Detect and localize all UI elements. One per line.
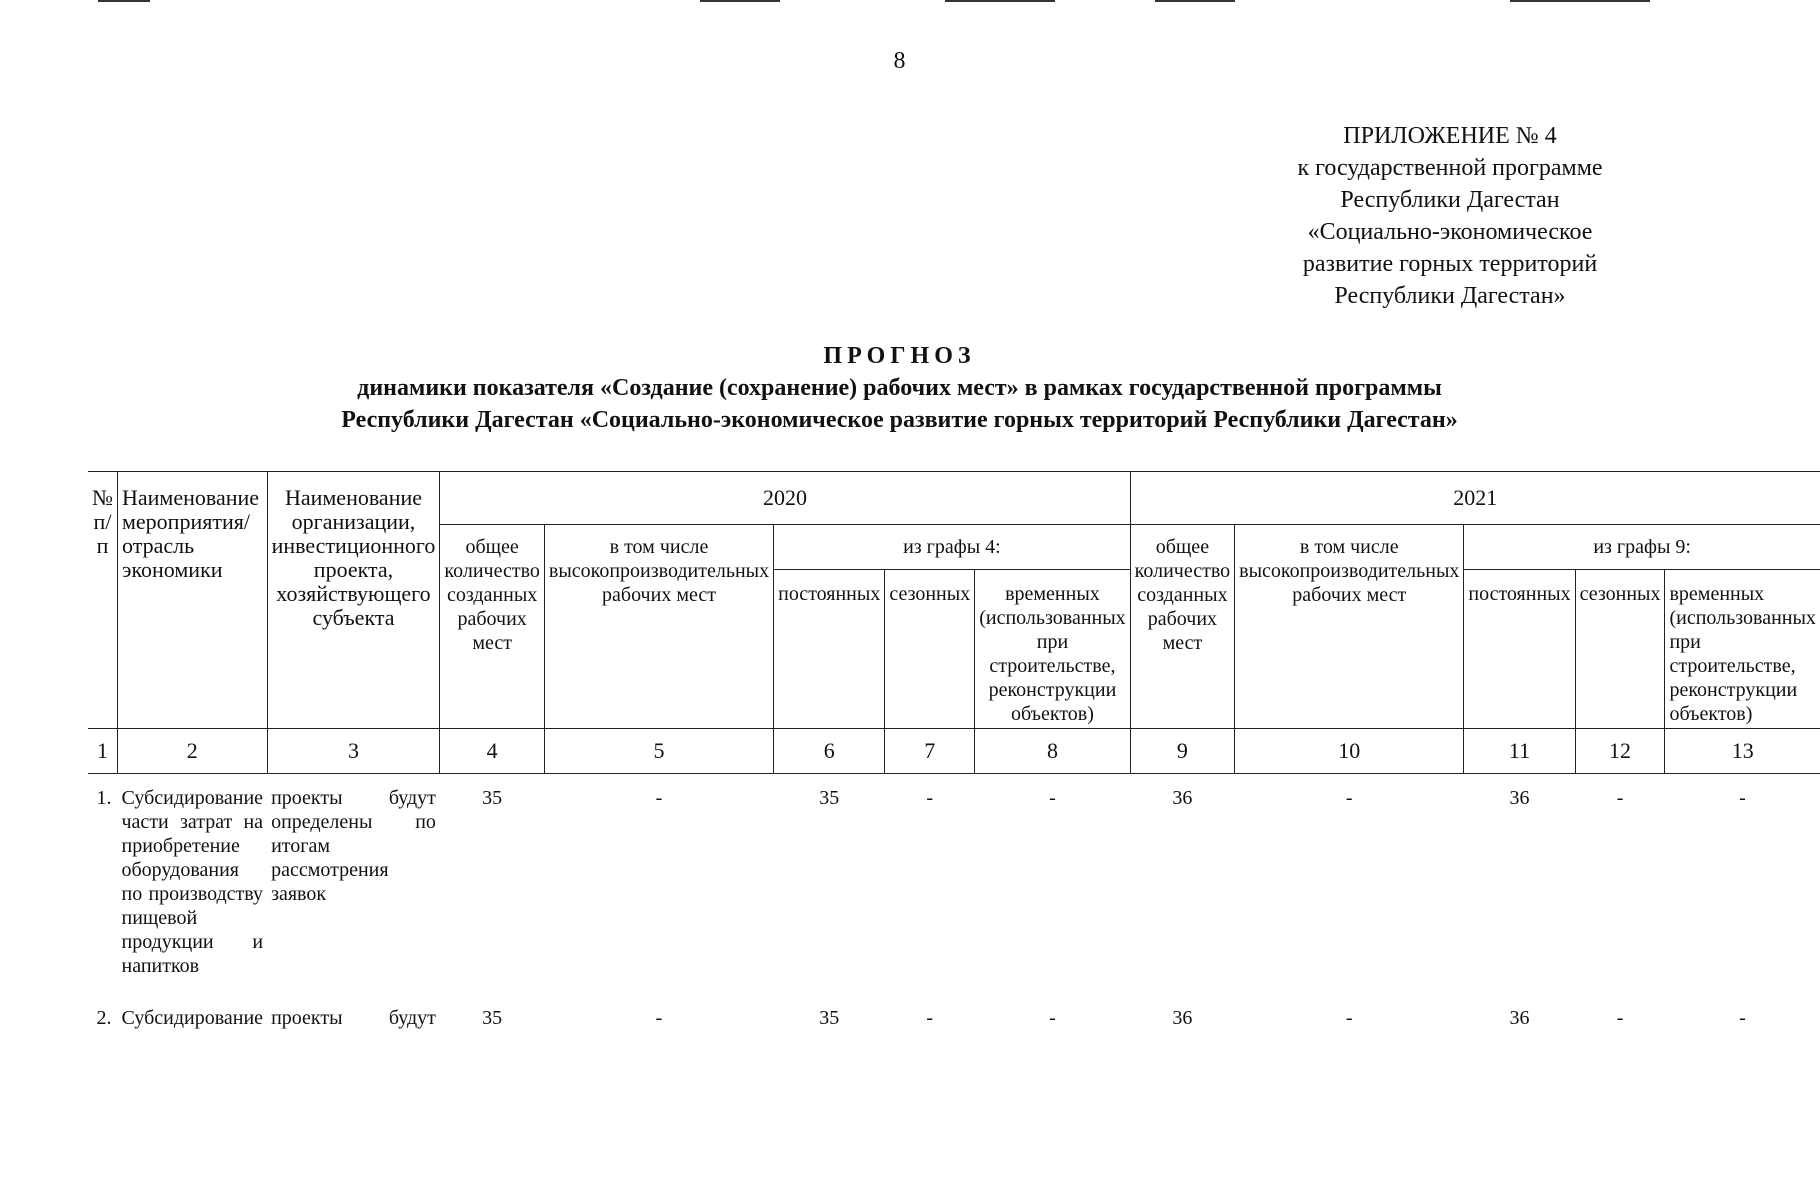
- appendix-line: развитие горных территорий: [1302, 251, 1598, 277]
- header-total-2020: общее количество созданных рабочих мест: [440, 525, 544, 729]
- scan-edge-line: [1155, 0, 1235, 2]
- column-number: 12: [1575, 729, 1665, 774]
- column-number: 13: [1665, 729, 1820, 774]
- appendix-block: [1200, 120, 1700, 312]
- header-high-prod-2020: в том числе высокопроизводительных рабочих мест: [544, 525, 773, 729]
- header-permanent-2020: постоянных: [774, 570, 885, 729]
- row-c9: 36: [1172, 787, 1193, 809]
- header-year-2021: 2021: [1130, 472, 1820, 525]
- appendix-line: «Социально-экономическое: [1307, 219, 1593, 245]
- header-temporary-2021: временных (использованных при строительстве, реконструкции объектов): [1665, 570, 1820, 729]
- row-c12: -: [1616, 787, 1624, 809]
- header-temporary-2020: временных (использованных при строительстве, реконструкции объектов): [975, 570, 1130, 729]
- row-c5: -: [655, 1007, 663, 1029]
- row-c8: -: [1049, 787, 1056, 809]
- row-c7: -: [926, 787, 934, 809]
- column-number: 7: [885, 729, 975, 774]
- title-line-3: Республики Дагестан «Социально-экономическое развитие горных территорий Республики Дагестан»: [341, 407, 1458, 433]
- header-high-prod-2021: в том числе высокопроизводительных рабочих мест: [1235, 525, 1464, 729]
- scan-edge-line: [945, 0, 1055, 2]
- table-row: [88, 774, 1820, 1001]
- header-seasonal-2021: сезонных: [1575, 570, 1665, 729]
- header-number: № п/п: [88, 472, 118, 729]
- row-c11: 36: [1509, 1007, 1530, 1029]
- page-number: 8: [893, 48, 906, 74]
- row-c13: -: [1739, 787, 1746, 809]
- header-permanent-2021: постоянных: [1464, 570, 1575, 729]
- column-number: 10: [1235, 729, 1464, 774]
- column-number: 1: [88, 729, 118, 774]
- row-c8: -: [1049, 1007, 1056, 1029]
- appendix-line: Республики Дагестан»: [1334, 283, 1566, 309]
- column-number: 5: [544, 729, 773, 774]
- appendix-line: к государственной программе: [1297, 155, 1603, 181]
- row-c10: -: [1345, 1007, 1353, 1029]
- row-c9: 36: [1172, 1007, 1193, 1029]
- appendix-line: Республики Дагестан: [1340, 187, 1560, 213]
- appendix-line: ПРИЛОЖЕНИЕ № 4: [1343, 123, 1557, 149]
- table-row: [88, 1000, 1820, 1032]
- row-index: 1.: [96, 787, 112, 809]
- column-number: 8: [975, 729, 1130, 774]
- header-from-col4: из графы 4:: [774, 525, 1131, 570]
- row-c5: -: [655, 787, 663, 809]
- column-number: 11: [1464, 729, 1575, 774]
- title-line-1: ПРОГНОЗ: [823, 343, 976, 369]
- scan-edge-line: [98, 0, 150, 2]
- row-organization: проекты будут определены по итогам рассмотрения заявок: [271, 787, 436, 905]
- column-number: 3: [267, 729, 440, 774]
- row-c11: 36: [1509, 787, 1530, 809]
- header-year-2020: 2020: [440, 472, 1130, 525]
- document-title: [0, 340, 1799, 436]
- row-c4: 35: [482, 1007, 503, 1029]
- header-total-2021: общее количество созданных рабочих мест: [1130, 525, 1234, 729]
- row-c7: -: [926, 1007, 934, 1029]
- row-c6: 35: [819, 1007, 840, 1029]
- column-number: 4: [440, 729, 544, 774]
- row-index: 2.: [96, 1007, 112, 1029]
- row-c13: -: [1739, 1007, 1746, 1029]
- header-seasonal-2020: сезонных: [885, 570, 975, 729]
- scan-edge-line: [700, 0, 780, 2]
- column-number: 9: [1130, 729, 1234, 774]
- row-c4: 35: [482, 787, 503, 809]
- header-organization: Наименование организации, инвестиционного проекта, хозяйствующего субъекта: [267, 472, 440, 729]
- scan-edge-line: [1510, 0, 1650, 2]
- row-measure: Субсидирование части затрат на приобретение оборудования по производству пищевой продукции и напитков: [121, 787, 264, 977]
- column-number: 2: [118, 729, 268, 774]
- forecast-table: [88, 471, 1820, 1032]
- row-organization: проекты будут: [271, 1007, 436, 1029]
- title-line-2: динамики показателя «Создание (сохранение) рабочих мест» в рамках государственной программы: [357, 375, 1442, 401]
- row-c10: -: [1345, 787, 1353, 809]
- row-c6: 35: [819, 787, 840, 809]
- row-measure: Субсидирование: [121, 1007, 264, 1029]
- header-measure: Наименование мероприятия/отрасль экономики: [118, 472, 268, 729]
- header-from-col9: из графы 9:: [1464, 525, 1820, 570]
- column-number: 6: [774, 729, 885, 774]
- row-c12: -: [1616, 1007, 1624, 1029]
